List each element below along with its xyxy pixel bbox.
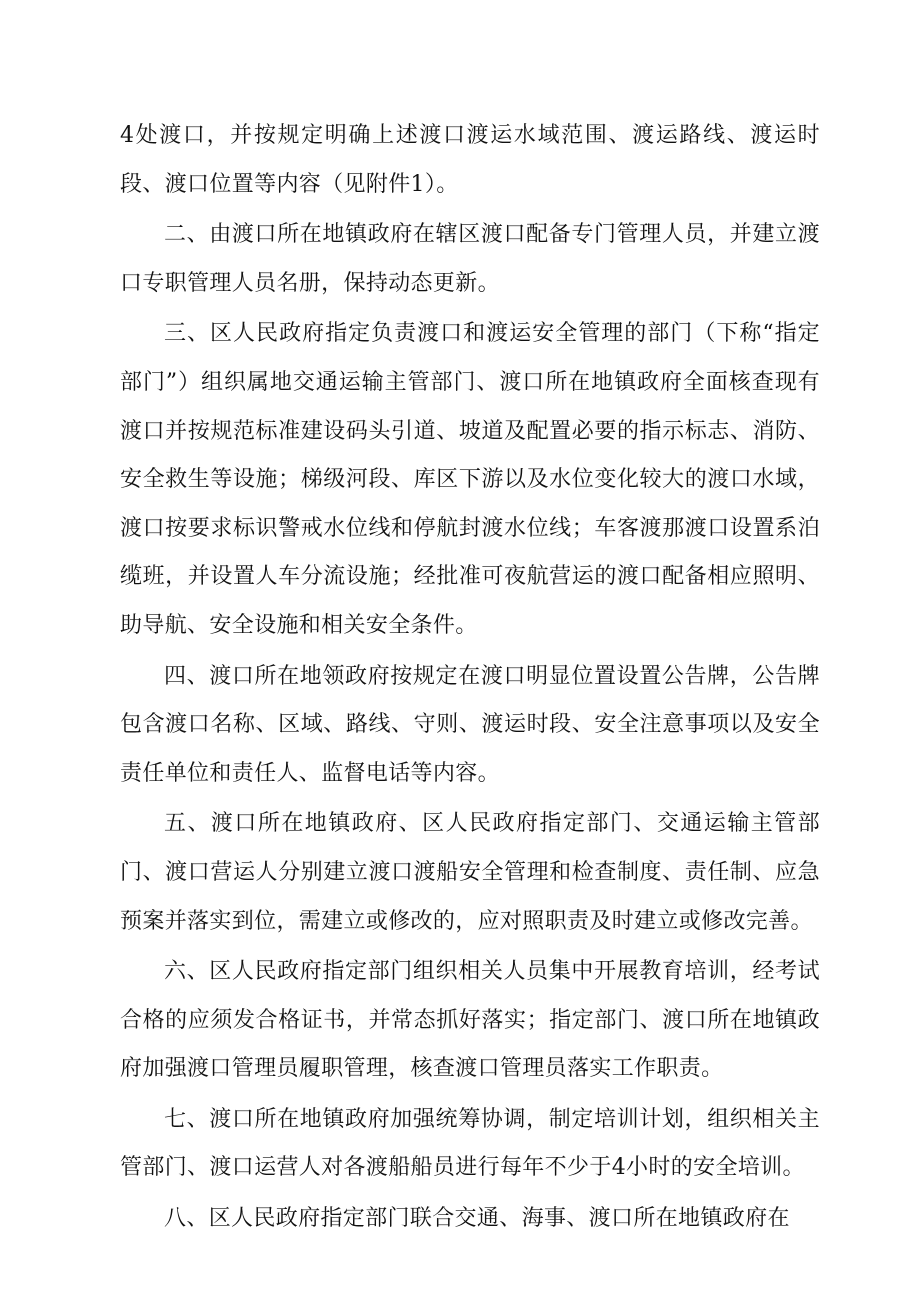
paragraph-item-3: 三、区人民政府指定负责渡口和渡运安全管理的部门（下称“指定部门”）组织属地交通运输主管部门、渡口所在地镇政府全面核查现有渡口并按规范标准建设码头引道、坡道及配置必要的指示标志、消防、安全救生等设施；梯级河段、库区下游以及水位变化较大的渡口水域，渡口按要求标识警戒水位线和停航封渡水位线；车客渡那渡口设置系泊缆班，并设置人车分流设施；经批准可夜航营运的渡口配备相应照明、助导航、安全设施和相关安全条件。 (120, 321, 820, 638)
paragraph-item-7: 七、渡口所在地镇政府加强统筹协调，制定培训计划，组织相关主管部门、渡口运营人对各渡船船员进行每年不少于4小时的安全培训。 (120, 1106, 820, 1181)
paragraph-item-4: 四、渡口所在地领政府按规定在渡口明显位置设置公告牌，公告牌包含渡口名称、区域、路线、守则、渡运时段、安全注意事项以及安全责任单位和责任人、监督电话等内容。 (120, 663, 820, 786)
document-body (120, 112, 820, 1246)
paragraph-item-8: 八、区人民政府指定部门联合交通、海事、渡口所在地镇政府在 (164, 1206, 790, 1232)
paragraph-continuation: 4处渡口，并按规定明确上述渡口渡运水域范围、渡运路线、渡运时段、渡口位置等内容（见附件1）。 (120, 123, 820, 197)
paragraph-item-2: 二、由渡口所在地镇政府在辖区渡口配备专门管理人员，并建立渡口专职管理人员名册，保持动态更新。 (120, 222, 820, 296)
paragraph-item-6: 六、区人民政府指定部门组织相关人员集中开展教育培训，经考试合格的应须发合格证书，并常态抓好落实；指定部门、渡口所在地镇政府加强渡口管理员履职管理，核查渡口管理员落实工作职责。 (120, 959, 820, 1082)
paragraph-item-5: 五、渡口所在地镇政府、区人民政府指定部门、交通运输主管部门、渡口营运人分别建立渡口渡船安全管理和检查制度、责任制、应急预案并落实到位，需建立或修改的，应对照职责及时建立或修改完善。 (120, 811, 820, 934)
